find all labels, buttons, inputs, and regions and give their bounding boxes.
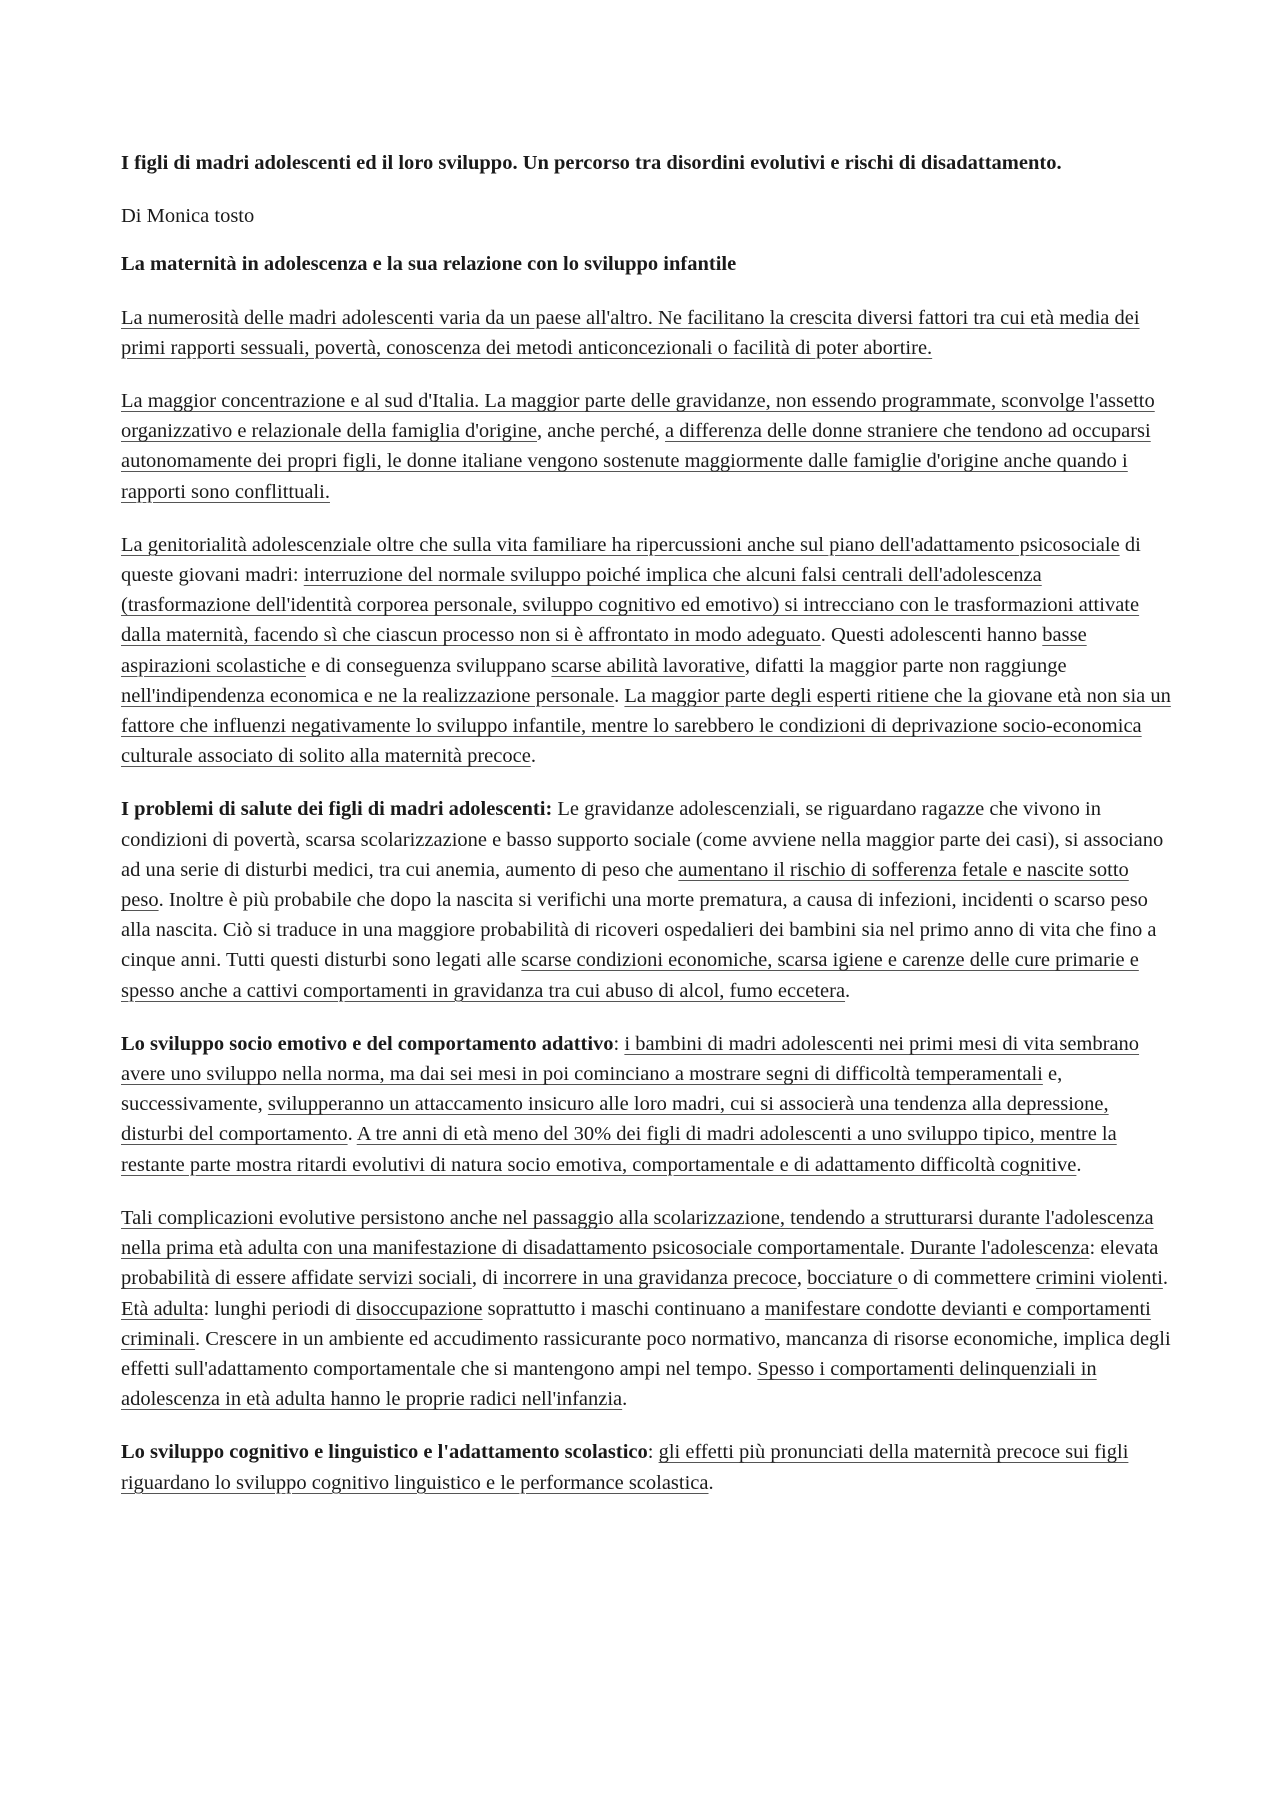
- paragraph-3: [121, 530, 1171, 772]
- underlined-text: aumentano il rischio di sofferenza fetale e nascite sotto peso: [121, 858, 1129, 912]
- underlined-text: disoccupazione: [356, 1297, 483, 1320]
- body-text: ,: [796, 1267, 808, 1290]
- body-text: .: [708, 1471, 714, 1494]
- underlined-text: Tali complicazioni evolutive persistono anche nel passaggio alla scolarizzazione, tendendo a strutturarsi durante l'adolescenza nella prima età adulta con una manifestazione di disadattamento psicosociale comportamentale: [121, 1206, 1154, 1260]
- body-text: o di commettere: [897, 1267, 1036, 1290]
- underlined-text: La maggior parte degli esperti ritiene che la giovane età non sia un fattore che influenzi negativamente lo sviluppo infantile, mentre lo sarebbero le condizioni di deprivazione socio-economica culturale associato di solito alla maternità precoce: [121, 684, 1171, 768]
- underlined-text: gli effetti più pronunciati della maternità precoce sui figli riguardano lo sviluppo cognitivo linguistico e le performance scolastica: [121, 1441, 1129, 1494]
- underlined-text: A tre anni di età meno del 30% dei figli di madri adolescenti a uno sviluppo tipico, mentre la restante parte mostra ritardi evolutivi di natura socio emotiva, comportamentale e di adattamento difficoltà cognitive: [121, 1123, 1117, 1176]
- underlined-text: basse aspirazioni scolastiche: [121, 624, 1087, 677]
- underlined-text: probabilità di essere affidate servizi sociali: [121, 1267, 472, 1290]
- body-text: . Questi adolescenti hanno: [820, 624, 1043, 647]
- underlined-text: svilupperanno un attaccamento insicuro alle loro madri, cui si associerà una tendenza alla depressione, disturbi del comportamento: [121, 1093, 1109, 1146]
- underlined-text: scarse condizioni economiche, scarsa igiene e carenze delle cure primarie e spesso anche a cattivi comportamenti in gravidanza tra cui abuso di alcol, fumo eccetera: [121, 949, 1139, 1002]
- paragraph-5: [121, 1029, 1171, 1180]
- paragraph-lead: Lo sviluppo cognitivo e linguistico e l'adattamento scolastico: [121, 1441, 648, 1464]
- underlined-text: Spesso i comportamenti delinquenziali in adolescenza in età adulta hanno le proprie radici nell'infanzia: [121, 1357, 1097, 1411]
- underlined-text: scarse abilità lavorative: [551, 654, 745, 677]
- paragraph-7: [121, 1437, 1171, 1497]
- body-text: . Inoltre è più probabile che dopo la nascita si verifichi una morte prematura, a causa di infezioni, incidenti o scarso peso alla nascita. Ciò si traduce in una maggiore probabilità di ricoveri ospedalieri dei bambini sia nel primo anno di vita che fino a cinque anni. Tutti questi disturbi sono legati alle: [121, 889, 1157, 972]
- section-heading: La maternità in adolescenza e la sua relazione con lo sviluppo infantile: [121, 253, 737, 276]
- underlined-text: manifestare condotte devianti e comportamenti criminali: [121, 1297, 1151, 1350]
- document-title: I figli di madri adolescenti ed il loro sviluppo. Un percorso tra disordini evolutivi e rischi di disadattamento.: [121, 152, 1062, 174]
- body-text: . Crescere in un ambiente ed accudimento rassicurante poco normativo, mancanza di risorse economiche, implica degli effetti sull'adattamento comportamentale che si mantengono ampi nel tempo.: [121, 1327, 1171, 1380]
- author-line: Di Monica tosto: [121, 205, 255, 228]
- underlined-text: La genitorialità adolescenziale oltre che sulla vita familiare ha ripercussioni anche sul piano dell'adattamento psicosociale: [121, 533, 1120, 556]
- body-text: e di conseguenza sviluppano: [306, 654, 552, 677]
- paragraph-1: [121, 303, 1171, 363]
- body-text: soprattutto i maschi continuano a: [482, 1297, 765, 1320]
- body-text: .: [347, 1123, 357, 1146]
- body-text: e, successivamente,: [121, 1063, 1063, 1116]
- body-text: : elevata: [1089, 1237, 1159, 1260]
- body-text: , di: [471, 1267, 504, 1290]
- body-text: : lunghi periodi di: [203, 1297, 357, 1320]
- body-text: , anche perché,: [536, 420, 666, 443]
- body-text: di queste giovani madri:: [121, 533, 1141, 587]
- body-text: :: [613, 1032, 625, 1055]
- body-text: :: [647, 1441, 659, 1464]
- paragraph-4: [121, 794, 1171, 1005]
- document-page: [121, 148, 1171, 1521]
- body-text: .: [1076, 1153, 1082, 1176]
- underlined-text: La numerosità delle madri adolescenti varia da un paese all'altro. Ne facilitano la crescita diversi fattori tra cui età media dei primi rapporti sessuali, povertà, conoscenza dei metodi anticoncezionali o facilità di poter abortire.: [121, 306, 1140, 359]
- underlined-text: La maggior concentrazione e al sud d'Italia. La maggior parte delle gravidanze, non essendo programmate, sconvolge l'assetto organizzativo e relazionale della famiglia d'origine: [121, 390, 1155, 443]
- underlined-text: i bambini di madri adolescenti nei primi mesi di vita sembrano avere uno sviluppo nella norma, ma dai sei mesi in poi cominciano a mostrare segni di difficoltà temperamentali: [121, 1032, 1140, 1086]
- body-text: .: [1162, 1267, 1169, 1290]
- underlined-text: crimini violenti: [1035, 1267, 1163, 1290]
- paragraph-2: [121, 386, 1171, 507]
- underlined-text: Età adulta: [121, 1297, 204, 1320]
- body-text: .: [530, 745, 536, 768]
- paragraph-lead: I problemi di salute dei figli di madri adolescenti:: [121, 798, 553, 821]
- body-text: .: [614, 684, 625, 707]
- body-text: , difatti la maggior parte non raggiunge: [744, 654, 1067, 677]
- body-text: .: [845, 979, 851, 1002]
- underlined-text: interruzione del normale sviluppo poiché implica che alcuni falsi centrali dell'adolescenza (trasformazione dell'identità corporea personale, sviluppo cognitivo ed emotivo) si intrecciano con le trasformazioni attivate dalla maternità, facendo sì che ciascun processo non si è affrontato in modo adeguato: [121, 564, 1140, 647]
- body-text: .: [899, 1237, 910, 1260]
- paragraph-lead: Lo sviluppo socio emotivo e del comportamento adattivo: [121, 1032, 614, 1055]
- underlined-text: nell'indipendenza economica e ne la realizzazione personale: [121, 684, 615, 707]
- underlined-text: bocciature: [807, 1267, 898, 1290]
- underlined-text: Durante l'adolescenza: [909, 1237, 1090, 1260]
- underlined-text: a differenza delle donne straniere che tendono ad occuparsi autonomamente dei propri figli, le donne italiane vengono sostenute maggiormente dalle famiglie d'origine anche quando i rapporti sono conflittuali.: [121, 420, 1151, 503]
- body-text: Le gravidanze adolescenziali, se riguardano ragazze che vivono in condizioni di povertà, scarsa scolarizzazione e basso supporto sociale (come avviene nella maggior parte dei casi), si associano ad una serie di disturbi medici, tra cui anemia, aumento di peso che: [121, 798, 1164, 881]
- body-text: .: [622, 1388, 628, 1411]
- paragraph-6: [121, 1203, 1171, 1414]
- underlined-text: incorrere in una gravidanza precoce: [503, 1267, 797, 1290]
